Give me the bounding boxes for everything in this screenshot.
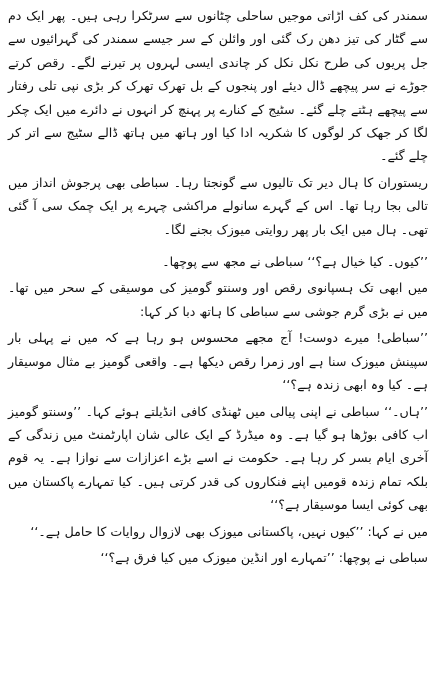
paragraph-sabati-about-gomez: ’’ہاں۔‘‘ سباطی نے اپنی پیالی میں ٹھنڈی کافی انڈیلتے ہوئے کہا۔ ’’وسنتو گومیز اب کافی بوڑھا ہو گیا ہے۔ وہ میڈرڈ کے ایک عالی شان اپارٹمنٹ میں زندگی کے آخری ایام بسر کر رہا ہے۔ حکومت نے اسے بڑے اعزازات سے نوازا ہے۔ یہ قوم بلکہ تمام زندہ قومیں اپنے فنکاروں کی قدر کرتی ہیں۔ کیا تمہارے پاکستان میں بھی کوئی ایسا موسیقار ہے؟‘‘ [8,403,428,513]
paragraph-narrator-praise: ’’سباطی! میرے دوست! آج مجھے محسوس ہو رہا ہے کہ میں نے پہلی بار سپینش میوزک سنا ہے اور زمرا رقص دیکھا ہے۔ واقعی گومیز بے مثال موسیقار ہے۔ کیا وہ ابھی زندہ ہے؟‘‘ [8,330,428,393]
paragraph-narrator-reply-intro: میں ابھی تک ہسپانوی رقص اور وسنتو گومیز کی موسیقی کے سحر میں تھا۔ میں نے بڑی گرم جوشی سے سباطی کا ہاتھ دبا کر کہا: [8,280,428,319]
paragraph-narrator-pakistani-music: میں نے کہا: ’’کیوں نہیں، پاکستانی میوزک بھی لازوال روایات کا حامل ہے۔‘‘ [30,523,428,539]
paragraph-sea-dance-scene: سمندر کی کف اڑاتی موجیں ساحلی چٹانوں سے سرٹکرا رہی ہیں۔ پھر ایک دم سے گٹار کی تیز دھن رک گئی اور وائلن کے سر جیسے سمندر کی گہرائیوں سے جل پریوں کی طرح نکل نکل کر چاندی ایسی لہروں پر تیرنے لگے۔ رقص کرتے جوڑے نے سر پیچھے ڈال دیئے اور پنجوں کے بل تھرک تھرک کر بڑی نپی تلی رفتار سے پیچھے ہٹتے چلے گئے۔ سٹیج کے کنارے پر پہنچ کر انہوں نے دائرے میں ایک چکر لگا کر جھک کر لوگوں کا شکریہ ادا کیا اور ہاتھ میں ہاتھ ڈالے سٹیج سے اتر کر چلے گئے۔ [8,8,428,164]
paragraph-sabati-question: ’’کیوں۔ کیا خیال ہے؟‘‘ سباطی نے مجھ سے پوچھا۔ [162,254,428,270]
paragraph-sabati-difference-question: سباطی نے پوچھا: ’’تمہارے اور انڈین میوزک میں کیا فرق ہے؟‘‘ [100,549,428,565]
paragraph-restaurant-applause: ریستوران کا ہال دیر تک تالیوں سے گونجتا رہا۔ سباطی بھی پرجوش انداز میں تالی بجا رہا تھا۔ اس کے گہرے سانولے مراکشی چہرے پر ایک چمک سی آ گئی تھی۔ ہال میں ایک بار پھر روایتی میوزک بجنے لگا۔ [8,174,428,237]
